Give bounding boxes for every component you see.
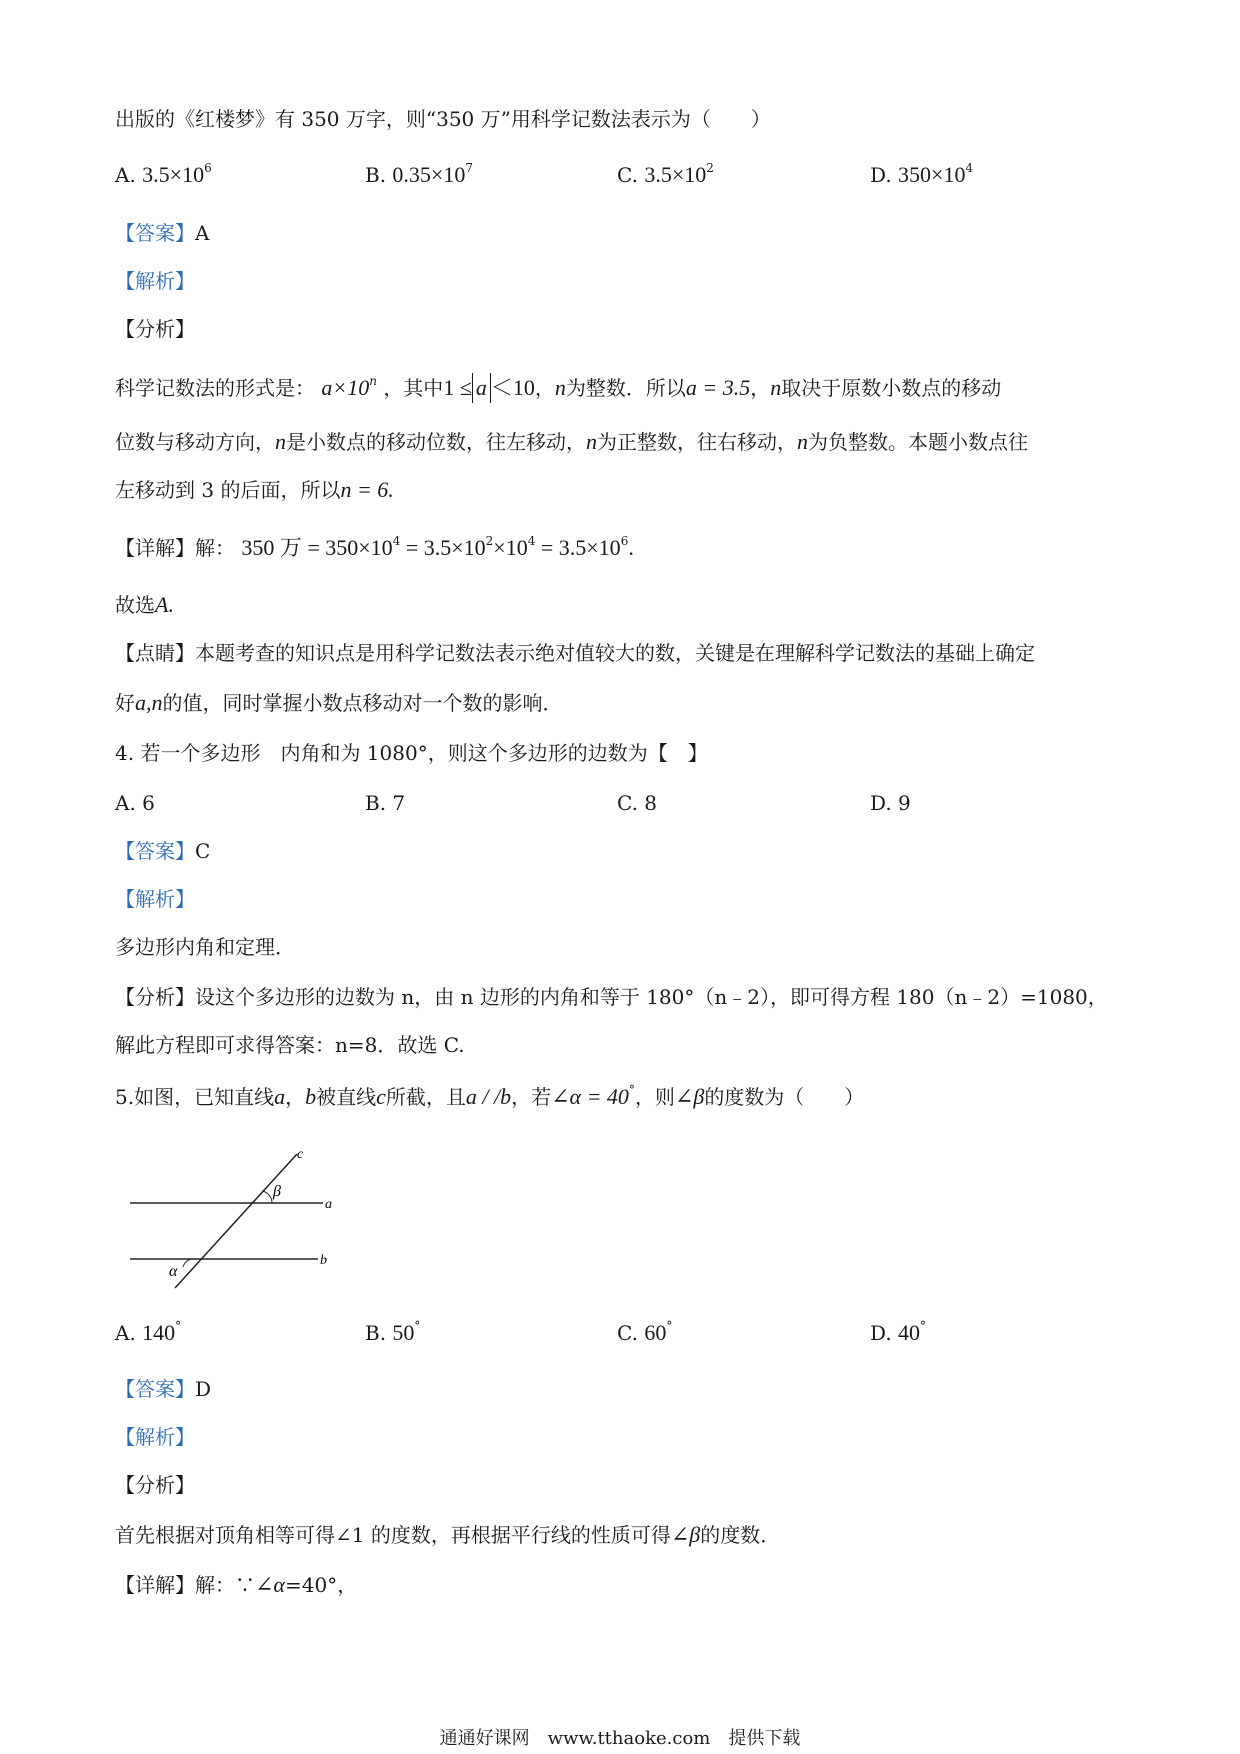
text: 取决于原数小数点的移动 bbox=[781, 376, 1002, 400]
exponent: 4 bbox=[392, 534, 401, 548]
alpha-arc bbox=[183, 1259, 191, 1267]
option-base: 3.5×10 bbox=[142, 162, 205, 187]
q4-jiexi-tag: 【解析】 bbox=[115, 887, 195, 911]
answer-tag: 【答案】 bbox=[115, 839, 195, 863]
formula: 350 万 = 350×10 bbox=[241, 535, 393, 560]
abs-value: a bbox=[472, 373, 491, 403]
q4-fenxi bbox=[115, 984, 1108, 1010]
q3-option-c bbox=[617, 162, 714, 188]
text: 故选 bbox=[115, 593, 155, 617]
text: ， bbox=[750, 376, 771, 400]
option-base: 0.35×10 bbox=[392, 162, 466, 187]
option-exponent: 6 bbox=[204, 161, 212, 175]
text: ，则 bbox=[634, 1085, 675, 1109]
formula: a / /b bbox=[465, 1084, 512, 1109]
formula: = 3.5×10 bbox=[535, 535, 621, 560]
q3-dianjing-line-2 bbox=[115, 690, 563, 716]
text: 为正整数，往右移动， bbox=[597, 430, 797, 454]
text: ， bbox=[285, 1085, 306, 1109]
q4-option-a: A. 6 bbox=[115, 791, 155, 815]
option-value: 140 bbox=[142, 1320, 176, 1345]
label-c: c bbox=[297, 1148, 304, 1162]
formula: a,n bbox=[135, 690, 163, 715]
q3-jiexi-tag: 【解析】 bbox=[115, 269, 195, 293]
exponent: 4 bbox=[527, 534, 536, 548]
option-letter: D. bbox=[870, 1321, 892, 1345]
formula: . bbox=[628, 535, 634, 560]
exponent: n bbox=[369, 374, 377, 388]
formula: n bbox=[770, 375, 782, 400]
degree: ° bbox=[666, 1319, 673, 1333]
detail-tag: 【详解】 bbox=[115, 536, 195, 560]
formula: n bbox=[797, 429, 808, 454]
question-4-stem: 4. 若一个多边形 内角和为 1080°，则这个多边形的边数为【 】 bbox=[115, 741, 708, 765]
q3-option-b bbox=[365, 162, 473, 188]
text: 本题考查的知识点是用科学记数法表示绝对值较大的数，关键是在理解科学记数法的基础上确定 bbox=[195, 641, 1035, 665]
fenxi-tag: 【分析】 bbox=[115, 985, 195, 1009]
q5-option-c bbox=[617, 1320, 672, 1346]
text: 所截，且 bbox=[385, 1085, 466, 1109]
q4-answer bbox=[115, 838, 210, 864]
q5-fenxi bbox=[115, 1522, 780, 1548]
option-letter: A. bbox=[115, 163, 136, 187]
text: ， bbox=[534, 376, 555, 400]
formula: ∠α = 40 bbox=[551, 1084, 629, 1109]
option-letter: C. bbox=[617, 163, 638, 187]
formula: b bbox=[305, 1084, 317, 1109]
option-letter: D. bbox=[870, 163, 892, 187]
label-alpha: α bbox=[169, 1263, 178, 1280]
formula: n bbox=[554, 375, 566, 400]
degree: ° bbox=[414, 1319, 421, 1333]
formula: ∠β bbox=[674, 1084, 705, 1109]
option-letter: C. bbox=[617, 1321, 638, 1345]
q4-fenxi-line-2: 解此方程即可求得答案：n=8．故选 C. bbox=[115, 1033, 465, 1057]
option-base: 3.5×10 bbox=[644, 162, 707, 187]
formula: n bbox=[275, 429, 286, 454]
q3-analysis-line-1 bbox=[115, 373, 1001, 403]
formula: n bbox=[586, 429, 597, 454]
label-a: a bbox=[325, 1197, 332, 1212]
text: ，若 bbox=[511, 1085, 552, 1109]
text: 解： bbox=[195, 536, 235, 560]
q5-option-b bbox=[365, 1320, 420, 1346]
q5-fenxi-tag: 【分析】 bbox=[115, 1473, 195, 1497]
formula: = 3.5×10 bbox=[400, 535, 486, 560]
formula: ＜10 bbox=[490, 375, 535, 400]
formula: a = 3.5 bbox=[685, 375, 751, 400]
q3-answer bbox=[115, 220, 209, 246]
q4-option-d: D. 9 bbox=[870, 791, 911, 815]
q3-choose bbox=[115, 592, 174, 618]
answer-value: A bbox=[195, 221, 210, 245]
text: 5.如图，已知直线 bbox=[115, 1085, 275, 1109]
option-exponent: 7 bbox=[465, 161, 473, 175]
q3-analysis-line-3 bbox=[115, 477, 394, 503]
exponent: 6 bbox=[620, 534, 629, 548]
text: 被直线 bbox=[316, 1085, 377, 1109]
label-b: b bbox=[320, 1253, 327, 1268]
formula: c bbox=[376, 1084, 386, 1109]
formula: n = 6. bbox=[340, 477, 394, 502]
text: 解：∵ bbox=[195, 1573, 255, 1597]
option-value: 40 bbox=[898, 1320, 921, 1345]
text: =40°， bbox=[284, 1573, 358, 1597]
line-c bbox=[175, 1154, 297, 1288]
degree: ° bbox=[628, 1083, 635, 1097]
formula: ∠α bbox=[255, 1572, 285, 1597]
option-letter: B. bbox=[365, 1321, 387, 1345]
formula: 1 ≤ bbox=[443, 375, 472, 400]
formula: ∠β bbox=[670, 1522, 701, 1547]
degree: ° bbox=[920, 1319, 927, 1333]
q3-analysis-line-2 bbox=[115, 429, 1028, 455]
text: 的度数． bbox=[700, 1523, 781, 1547]
q3-dianjing bbox=[115, 640, 1035, 666]
text: 的值，同时掌握小数点移动对一个数的影响． bbox=[162, 691, 563, 715]
option-exponent: 2 bbox=[706, 161, 714, 175]
formula: a bbox=[274, 1084, 286, 1109]
text: 设这个多边形的边数为 n，由 n 边形的内角和等于 180°（n﹣2），即可得方程 180（n﹣2）=1080， bbox=[195, 985, 1108, 1009]
text: 好 bbox=[115, 691, 135, 715]
answer-tag: 【答案】 bbox=[115, 221, 195, 245]
label-beta: β bbox=[273, 1183, 281, 1200]
text: 科学记数法的形式是： bbox=[115, 376, 315, 400]
question-3-stem: 出版的《红楼梦》有 350 万字，则“350 万”用科学记数法表示为（ ） bbox=[115, 107, 771, 131]
degree: ° bbox=[175, 1319, 182, 1333]
option-letter: B. bbox=[365, 163, 387, 187]
q4-theorem: 多边形内角和定理． bbox=[115, 935, 295, 959]
option-letter: A. bbox=[115, 1321, 136, 1345]
formula: a×10 bbox=[321, 375, 370, 400]
text: 是小数点的移动位数，往左移动， bbox=[286, 430, 586, 454]
formula: A. bbox=[155, 592, 174, 617]
option-value: 60 bbox=[644, 1320, 667, 1345]
formula: ×10 bbox=[493, 535, 528, 560]
option-value: 50 bbox=[392, 1320, 415, 1345]
question-5-stem bbox=[115, 1084, 864, 1110]
q5-detail bbox=[115, 1572, 357, 1598]
q5-jiexi-tag: 【解析】 bbox=[115, 1425, 195, 1449]
q4-option-c: C. 8 bbox=[617, 791, 658, 815]
q3-fenxi-tag: 【分析】 bbox=[115, 317, 195, 341]
text: 首先根据对顶角相等可得∠1 的度数，再根据平行线的性质可得 bbox=[115, 1523, 671, 1547]
q5-option-d bbox=[870, 1320, 926, 1346]
q3-option-a bbox=[115, 162, 212, 188]
text: 的度数为（ ） bbox=[704, 1085, 865, 1109]
answer-value: C bbox=[195, 839, 211, 863]
beta-arc bbox=[262, 1191, 272, 1203]
text: 为整数．所以 bbox=[565, 376, 686, 400]
answer-tag: 【答案】 bbox=[115, 1377, 195, 1401]
q3-detail bbox=[115, 535, 634, 561]
parallel-lines-figure bbox=[125, 1148, 335, 1308]
q4-option-b: B. 7 bbox=[365, 791, 406, 815]
option-base: 350×10 bbox=[898, 162, 966, 187]
option-exponent: 4 bbox=[965, 161, 974, 175]
q5-option-a bbox=[115, 1320, 181, 1346]
exponent: 2 bbox=[485, 534, 494, 548]
text: 左移动到 3 的后面，所以 bbox=[115, 478, 341, 502]
text: 为负整数。本题小数点往 bbox=[808, 430, 1028, 454]
text: 位数与移动方向， bbox=[115, 430, 275, 454]
answer-value: D bbox=[195, 1377, 212, 1401]
text: ，其中 bbox=[383, 376, 444, 400]
q3-option-d bbox=[870, 162, 973, 188]
q5-answer bbox=[115, 1376, 211, 1402]
page-footer: 通通好课网 www.tthaoke.com 提供下载 bbox=[439, 1728, 801, 1749]
dianjing-tag: 【点睛】 bbox=[115, 641, 195, 665]
detail-tag: 【详解】 bbox=[115, 1573, 195, 1597]
